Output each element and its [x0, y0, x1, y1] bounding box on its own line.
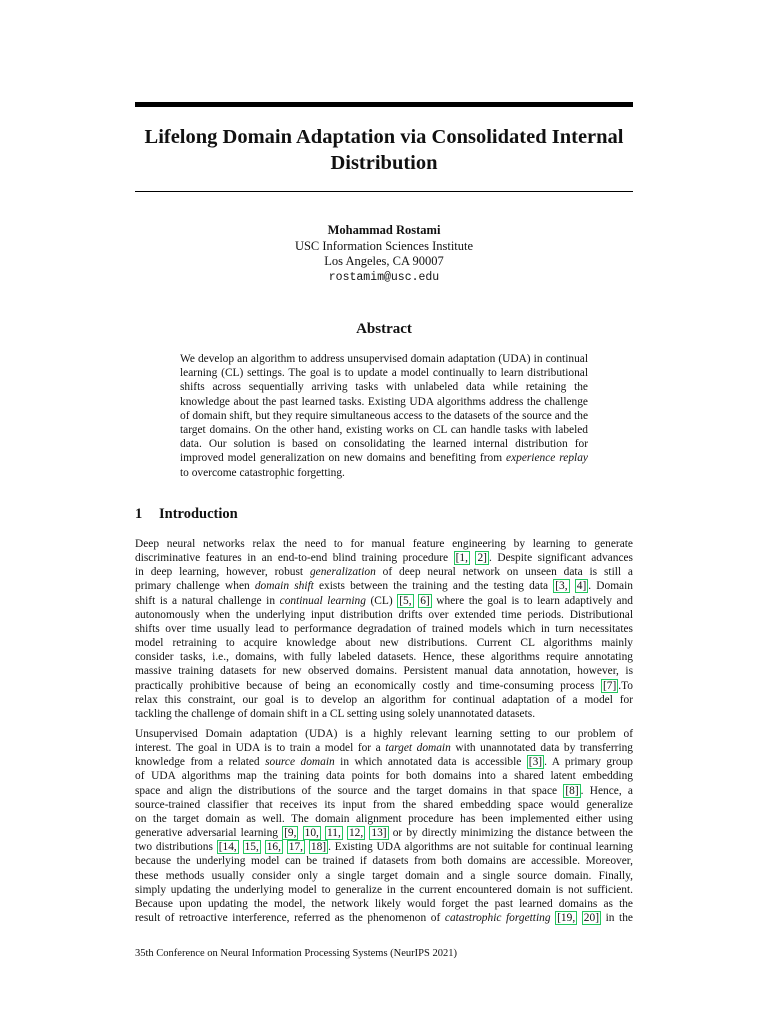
text-run: discriminative features in an end-to-end blind training procedure [135, 552, 454, 565]
text-run: result of retroactive interference, referred as the phenomenon of [135, 912, 445, 925]
citation-link[interactable]: [7] [602, 679, 617, 692]
text-run: relax this constraint, our goal is to develop an algorithm for continual adaptation of a model for [135, 693, 633, 706]
author-affiliation: USC Information Sciences Institute [294, 238, 474, 253]
author-email[interactable]: rostamim@usc.edu [328, 270, 440, 284]
citation-link[interactable]: 16, [266, 841, 281, 854]
text-run: shift is a natural challenge in [135, 594, 280, 607]
citation-link[interactable]: [3, [555, 580, 568, 593]
text-run [570, 580, 575, 592]
emphasized-term: continual learning [279, 594, 366, 607]
text-run: with unannotated data by transferring [450, 742, 633, 755]
text-line [135, 798, 633, 812]
author-block [135, 223, 633, 285]
text-run: knowledge from a related [135, 756, 266, 769]
emphasized-term: generalization [309, 566, 376, 579]
text-run: Deep neural networks relax the need to for manual feature engineering by learning to generate [135, 538, 633, 550]
abstract-heading: Abstract [356, 321, 412, 337]
text-run: tackling the challenge of domain shift in a CL setting using solely unannotated datasets. [135, 707, 536, 720]
text-line [135, 784, 633, 798]
text-run: exists between the training and the testing data [313, 580, 554, 593]
title-line-1: Lifelong Domain Adaptation via Consolidated Internal [144, 126, 624, 148]
text-run: Because upon updating the model, the network likely would forget the past learned domains as the [135, 897, 633, 910]
text-line [135, 693, 633, 707]
title-bottom-rule [135, 191, 633, 192]
emphasized-term: domain shift [254, 580, 314, 593]
text-line [135, 840, 633, 854]
citation-link[interactable]: 15, [244, 841, 259, 854]
text-line [135, 869, 633, 883]
text-line [135, 883, 633, 897]
citation-link[interactable]: 2] [477, 552, 487, 565]
text-run: . Hence, a [580, 784, 633, 797]
text-line [135, 727, 633, 741]
citation-link[interactable]: [19, [557, 912, 576, 925]
text-run: shifts over time usually lead to performance degradation of trained models which in turn necessitates [135, 622, 633, 635]
text-line [135, 812, 633, 826]
abstract-part-2: to overcome catastrophic forgetting. [180, 466, 345, 479]
text-run: Unsupervised Domain adaptation (UDA) is a highly relevant learning setting to our problem of [135, 728, 633, 740]
text-line [135, 579, 633, 593]
text-run: these methods usually consider only a single target domain and a single source domain. Finally, [135, 869, 633, 882]
text-run: or by directly minimizing the distance between the [388, 827, 633, 840]
emphasized-term: target domain [385, 742, 451, 755]
paper-title [135, 124, 633, 176]
text-run: consider tasks, i.e., domains, with fully labeled datasets. Hence, these algorithms require annotating [135, 651, 633, 664]
text-run [298, 827, 302, 839]
text-run: source-trained classifier that receives its input from the shared embedding space would generalize [135, 798, 633, 811]
conference-footer: 35th Conference on Neural Information Processing Systems (NeurIPS 2021) [135, 948, 457, 959]
text-line [135, 911, 633, 925]
citation-link[interactable]: 20] [583, 912, 599, 925]
text-line [135, 650, 633, 664]
citation-link[interactable]: 12, [348, 827, 364, 840]
citation-link[interactable]: 4] [576, 580, 587, 593]
text-line [135, 679, 633, 693]
text-line [135, 622, 633, 636]
section-heading [135, 505, 633, 523]
title-top-rule [135, 102, 633, 107]
text-run: . Existing UDA algorithms are not suitable for continual learning [328, 841, 633, 854]
abstract-part-1: We develop an algorithm to address unsupervised domain adaptation (UDA) in continual learning (CL) settings. The goal is to update a model continually to learn distributional shifts across sequentially arriving tasks with unlabeled data while retaining the knowledge about the past learned tasks. Existing UDA algorithms address the challenge of domain shift, but they require simultaneous access to the datasets of the source and the target domains. On the other hand, existing works on CL can handle tasks with labeled data. Our solution is based on consolidating the learned internal distribution for improved model generalization on new domains and benefiting from [180, 353, 588, 465]
abstract-emphasis: experience replay [506, 452, 588, 465]
text-run: practically prohibitive because of being an economically costly and time-consuming process [135, 679, 601, 692]
text-run: interest. The goal in UDA is to train a model for a [135, 742, 386, 755]
intro-paragraph-1 [135, 537, 633, 721]
text-run: in which annotated data is accessible [334, 756, 527, 769]
text-run: (CL) [365, 594, 398, 607]
text-line [135, 755, 633, 769]
text-run: on the target domain as well. The domain alignment procedure has been implemented either using [135, 812, 633, 825]
citation-link[interactable]: 10, [304, 827, 319, 840]
text-run: of UDA algorithms map the training data points for both domains into a shared latent embedding [135, 770, 633, 783]
text-line [135, 594, 633, 608]
text-run: model retraining to acquire knowledge about new distributions. Current CL algorithms mainly [135, 637, 633, 650]
section-number: 1 [135, 506, 143, 522]
text-run: . Domain [588, 580, 633, 593]
text-run: simply updating the underlying model to generalize in the current encountered domain is not sufficient. [135, 883, 633, 896]
text-run: where the goal is to learn adaptively and [431, 594, 633, 607]
text-run: space and align the distributions of the source and the target domains in that space [135, 784, 564, 797]
text-run: two distributions [135, 841, 217, 854]
text-run: .To [618, 679, 633, 692]
text-line [135, 826, 633, 840]
citation-link[interactable]: [1, [455, 552, 468, 565]
text-run: in the [600, 912, 633, 925]
text-run: . A primary group [544, 756, 633, 769]
citation-link[interactable]: 18] [310, 841, 327, 854]
citation-link[interactable]: 11, [327, 827, 341, 840]
text-run: massive training datasets for new observed domains. Persistent manual data annotation, however, is [135, 665, 633, 678]
author-name: Mohammad Rostami [327, 223, 441, 237]
section-title: Introduction [159, 506, 238, 522]
citation-link[interactable]: [8] [565, 784, 579, 797]
text-line [135, 897, 633, 911]
text-line [135, 565, 633, 579]
text-line [135, 608, 633, 622]
emphasized-term: catastrophic forgetting [444, 912, 551, 925]
citation-link[interactable]: [3] [528, 756, 543, 769]
text-line [135, 664, 633, 678]
abstract-text [180, 352, 588, 480]
text-run: generative adversarial learning [135, 827, 283, 840]
text-run: of deep neural network on unseen data is still a [375, 566, 633, 579]
citation-link[interactable]: 6] [420, 594, 430, 607]
text-run: autonomously when the underlying input distribution drifts over extended time periods. Distributional [135, 608, 633, 621]
author-location: Los Angeles, CA 90007 [324, 254, 444, 268]
text-line [135, 769, 633, 783]
citation-link[interactable]: 13] [371, 827, 387, 840]
citation-link[interactable]: [5, [399, 594, 412, 607]
emphasized-term: source domain [265, 756, 335, 769]
text-line [135, 854, 633, 868]
title-line-2: Distribution [330, 152, 438, 174]
citation-link[interactable]: [14, [218, 841, 237, 854]
text-line [135, 707, 633, 721]
text-line [135, 537, 633, 551]
text-line [135, 741, 633, 755]
intro-paragraph-2 [135, 727, 633, 925]
citation-link[interactable]: 17, [288, 841, 304, 854]
text-run: in deep learning, however, robust [135, 566, 310, 579]
text-run: . Despite significant advances [488, 552, 633, 565]
text-run: primary challenge when [135, 580, 255, 593]
text-line [135, 551, 633, 565]
text-line [135, 636, 633, 650]
text-run: because the underlying model can be trained if datasets from both domains are accessible. Moreover, [135, 855, 633, 868]
citation-link[interactable]: [9, [284, 827, 297, 840]
